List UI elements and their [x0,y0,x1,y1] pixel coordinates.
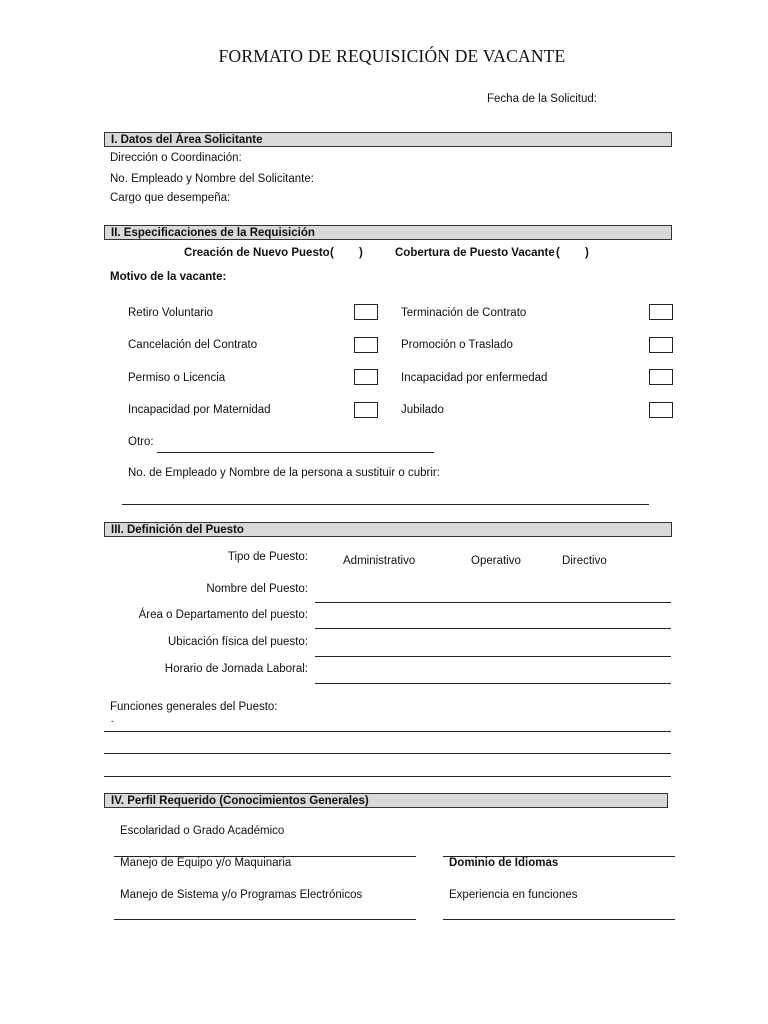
horario-label: Horario de Jornada Laboral: [164,663,308,675]
option-promocion-traslado: Promoción o Traslado [401,339,513,351]
option-jubilado: Jubilado [401,404,444,416]
option-incapacidad-maternidad: Incapacidad por Maternidad [128,404,271,416]
otro-label: Otro: [128,436,154,448]
experiencia-label: Experiencia en funciones [449,889,578,901]
checkbox-incapacidad-enfermedad[interactable] [649,369,673,385]
cobertura-label: Cobertura de Puesto Vacante [395,247,555,259]
funciones-label: Funciones generales del Puesto: [110,701,278,713]
tipo-operativo[interactable]: Operativo [471,555,521,567]
creacion-paren-close: ) [359,247,363,259]
cobertura-paren-open: ( [556,247,560,259]
tipo-directivo[interactable]: Directivo [562,555,607,567]
manejo-sistema-input-line[interactable] [114,919,416,920]
area-puesto-label: Área o Departamento del puesto: [138,609,308,621]
cobertura-paren-close: ) [585,247,589,259]
sustituir-input-line[interactable] [122,504,649,505]
checkbox-cancelacion-contrato[interactable] [354,337,378,353]
otro-input-line[interactable] [157,452,434,453]
funciones-line-2[interactable] [104,753,671,754]
ubicacion-puesto-input-line[interactable] [315,656,671,657]
checkbox-incapacidad-maternidad[interactable] [354,402,378,418]
funciones-line-1[interactable] [104,731,671,732]
direccion-label: Dirección o Coordinación: [110,152,242,164]
experiencia-input-line[interactable] [443,919,675,920]
funciones-line-3[interactable] [104,776,671,777]
cargo-label: Cargo que desempeña: [110,192,231,204]
empleado-solicitante-label: No. Empleado y Nombre del Solicitante: [110,173,314,185]
fecha-label: Fecha de la Solicitud: [487,93,597,105]
option-cancelacion-contrato: Cancelación del Contrato [128,339,258,351]
option-retiro-voluntario: Retiro Voluntario [128,307,214,319]
creacion-label: Creación de Nuevo Puesto [184,247,330,259]
section-1-header: I. Datos del Área Solicitante [104,132,672,147]
section-2-header: II. Especificaciones de la Requisición [104,225,672,240]
checkbox-promocion-traslado[interactable] [649,337,673,353]
dominio-idiomas-label: Dominio de Idiomas [449,857,559,869]
page-title: FORMATO DE REQUISICIÓN DE VACANTE [218,46,566,66]
nombre-puesto-label: Nombre del Puesto: [206,583,308,595]
option-permiso-licencia: Permiso o Licencia [128,372,226,384]
section-4-header: IV. Perfil Requerido (Conocimientos Generales) [104,793,668,808]
motivo-label: Motivo de la vacante: [110,271,227,283]
manejo-equipo-label: Manejo de Equipo y/o Maquinaria [120,857,292,869]
horario-input-line[interactable] [315,683,671,684]
manejo-sistema-label: Manejo de Sistema y/o Programas Electrónicos [120,889,363,901]
checkbox-jubilado[interactable] [649,402,673,418]
option-incapacidad-enfermedad: Incapacidad por enfermedad [401,372,548,384]
tipo-administrativo[interactable]: Administrativo [343,555,416,567]
tipo-puesto-label: Tipo de Puesto: [227,551,308,563]
nombre-puesto-input-line[interactable] [315,602,671,603]
checkbox-terminacion-contrato[interactable] [649,304,673,320]
checkbox-retiro-voluntario[interactable] [354,304,378,320]
ubicacion-puesto-label: Ubicación física del puesto: [168,636,308,648]
sustituir-label: No. de Empleado y Nombre de la persona a sustituir o cubrir: [128,467,440,479]
area-puesto-input-line[interactable] [315,628,671,629]
funciones-dash: - [111,716,114,726]
option-terminacion-contrato: Terminación de Contrato [401,307,527,319]
creacion-paren-open: ( [330,247,334,259]
section-3-header: III. Definición del Puesto [104,522,672,537]
checkbox-permiso-licencia[interactable] [354,369,378,385]
escolaridad-label: Escolaridad o Grado Académico [120,825,285,837]
